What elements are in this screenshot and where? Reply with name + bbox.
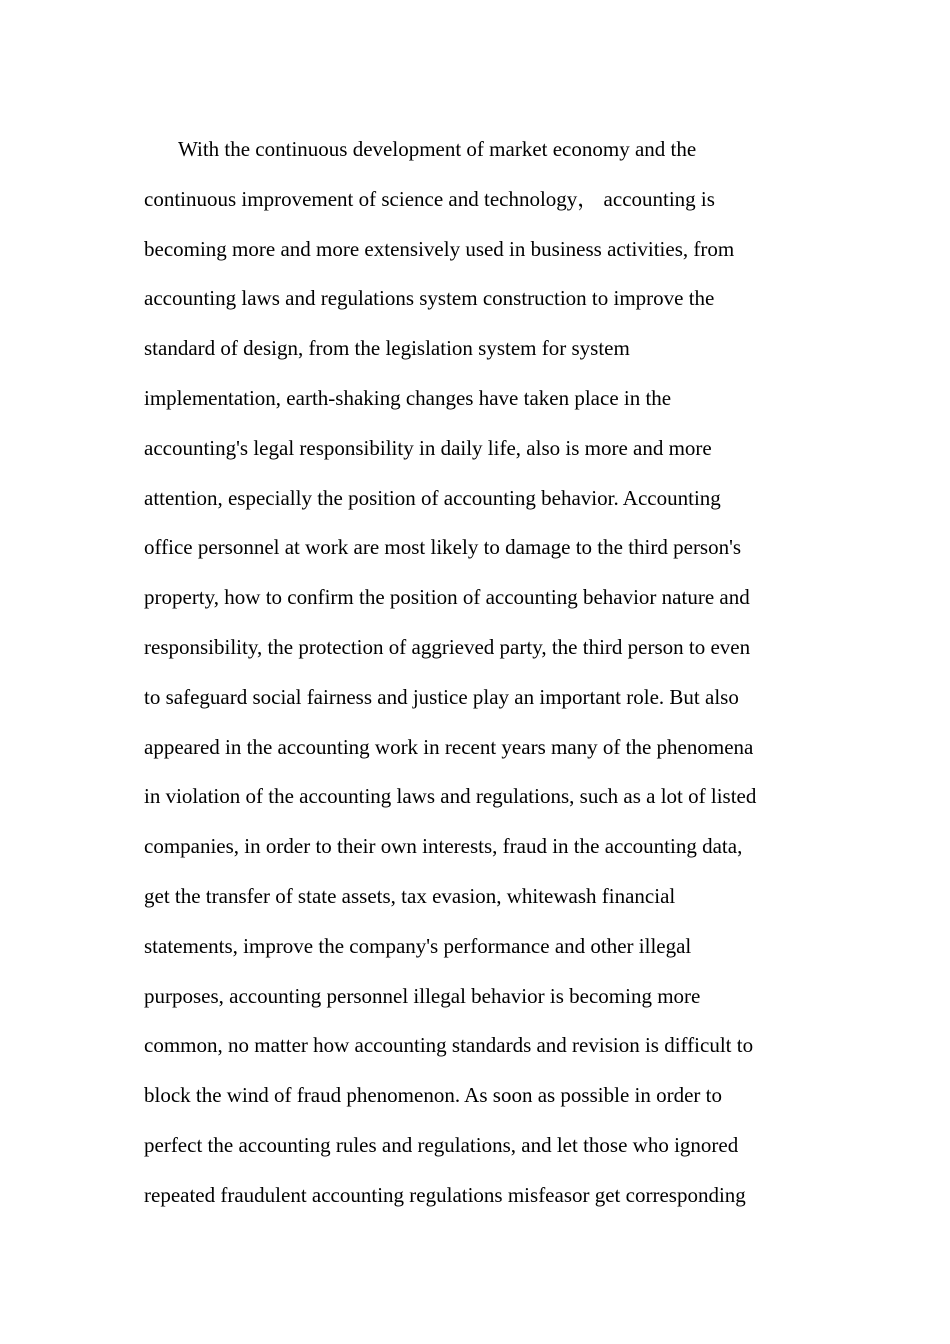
paragraph-line: office personnel at work are most likely to damage to the third person's [144,535,742,560]
paragraph-line: With the continuous development of market economy and the [178,137,697,161]
paragraph-line: appeared in the accounting work in recent years many of the phenomena [144,734,754,759]
paragraph-line: purposes, accounting personnel illegal behavior is becoming more [144,983,701,1008]
paragraph-line: statements, improve the company's performance and other illegal [144,933,692,958]
paragraph-line: repeated fraudulent accounting regulations misfeasor get corresponding [144,1182,746,1207]
paragraph-line: responsibility, the protection of aggrieved party, the third person to even [144,634,751,659]
paragraph-line: continuous improvement of science and technology， accounting is [144,186,715,211]
paragraph-line: attention, especially the position of accounting behavior. Accounting [144,485,721,510]
paragraph-line: property, how to confirm the position of accounting behavior nature and [144,585,750,610]
paragraph-line: implementation, earth-shaking changes have taken place in the [144,385,672,410]
paragraph-line: accounting's legal responsibility in daily life, also is more and more [144,435,712,460]
paragraph-line: get the transfer of state assets, tax evasion, whitewash financial [144,883,676,908]
paragraph-line: common, no matter how accounting standards and revision is difficult to [144,1033,754,1058]
paragraph-line: accounting laws and regulations system construction to improve the [144,286,715,311]
paragraph-line: perfect the accounting rules and regulations, and let those who ignored [144,1132,739,1157]
paragraph-line: in violation of the accounting laws and regulations, such as a lot of listed [144,784,757,809]
body-paragraph [144,125,824,1221]
paragraph-line: block the wind of fraud phenomenon. As soon as possible in order to [144,1083,722,1108]
paragraph-line: companies, in order to their own interests, fraud in the accounting data, [144,834,743,859]
paragraph-line: standard of design, from the legislation system for system [144,336,630,361]
paragraph-line: becoming more and more extensively used in business activities, from [144,236,735,261]
paragraph-line: to safeguard social fairness and justice play an important role. But also [144,684,739,709]
